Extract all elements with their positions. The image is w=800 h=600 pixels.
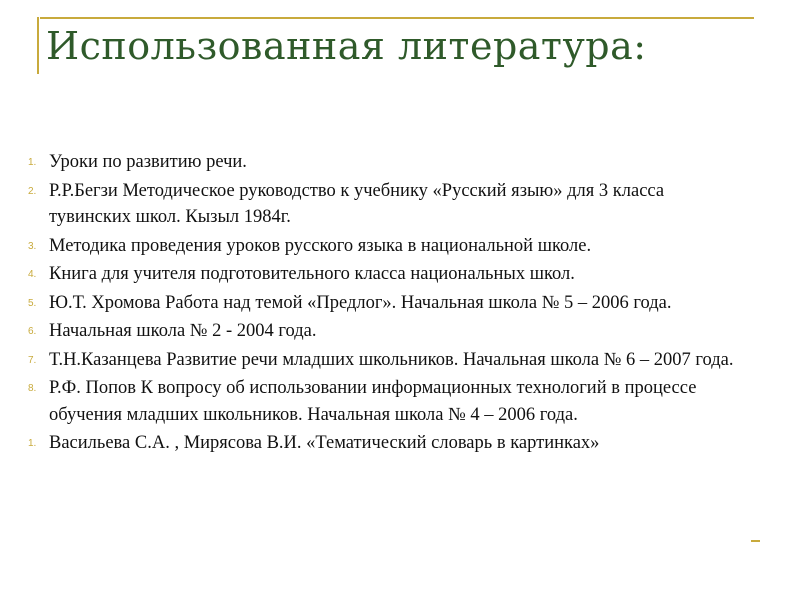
reference-text: Начальная школа № 2 - 2004 года.: [49, 321, 317, 341]
reference-number: 4.: [28, 269, 37, 280]
reference-text: Ю.Т. Хромова Работа над темой «Предлог». Начальная школа № 5 – 2006 года.: [49, 292, 672, 313]
reference-number: 8.: [28, 383, 37, 394]
reference-text: Методика проведения уроков русского языка в национальной школе.: [49, 235, 592, 256]
reference-item: [28, 430, 749, 457]
reference-item: [28, 375, 749, 428]
reference-text: Васильева С.А. , Мирясова В.И. «Тематический словарь в картинках»: [49, 433, 600, 453]
reference-number: 3.: [28, 240, 37, 252]
references-list: [28, 149, 749, 459]
reference-text: Уроки по развитию речи.: [49, 152, 247, 172]
top-divider: [40, 17, 754, 19]
reference-item: [28, 178, 749, 231]
reference-item: [28, 149, 749, 176]
reference-number: 1.: [28, 157, 37, 168]
reference-number: 5.: [28, 297, 37, 309]
reference-text: Т.Н.Казанцева Развитие речи младших школьников. Начальная школа № 6 – 2007 года.: [49, 349, 734, 370]
reference-item: [28, 290, 749, 317]
corner-accent-mark: [751, 540, 760, 542]
reference-number: 1.: [28, 438, 37, 449]
reference-text: Книга для учителя подготовительного класса национальных школ.: [49, 264, 575, 284]
reference-item: [28, 233, 749, 260]
left-divider: [37, 17, 39, 74]
reference-text: Р.Ф. Попов К вопросу об использовании информационных технологий в процессе обучения младших школьников. Начальная школа № 4 – 2006 года.: [49, 378, 697, 425]
slide-title: Использованная литература:: [46, 24, 647, 68]
reference-item: [28, 347, 749, 374]
reference-text: Р.Р.Бегзи Методическое руководство к учебнику «Русский языю» для 3 класса тувинских школ. Кызыл 1984г.: [49, 180, 665, 227]
reference-item: [28, 318, 749, 345]
reference-number: 7.: [28, 354, 37, 366]
reference-number: 2.: [28, 185, 37, 197]
reference-item: [28, 261, 749, 288]
reference-number: 6.: [28, 326, 37, 337]
